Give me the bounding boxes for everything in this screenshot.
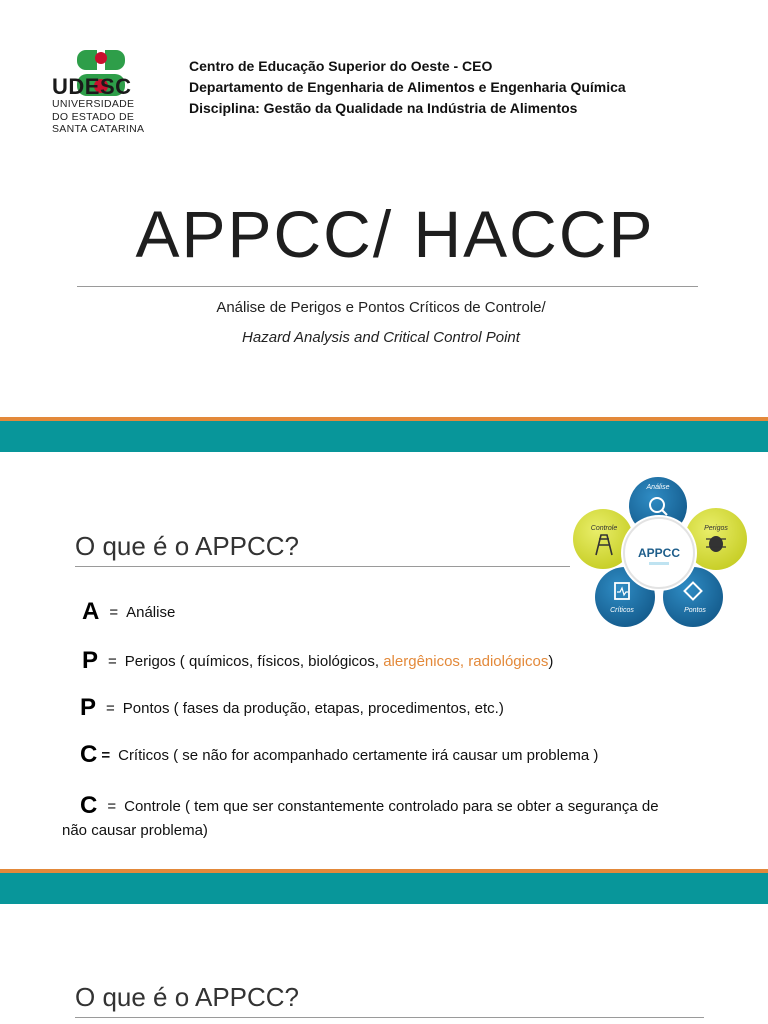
header-line-2: Departamento de Engenharia de Alimentos e Engenharia Química [189, 79, 626, 95]
section-title: O que é o APPCC? [75, 531, 300, 561]
definition-p-perigos: P = Perigos ( químicos, físicos, biológicos, alergênicos, radiológicos) [82, 647, 554, 674]
band-teal [0, 873, 768, 904]
section-divider [75, 1017, 704, 1018]
svg-text:Perigos: Perigos [704, 525, 728, 532]
diagram-center-label: APPCC [637, 546, 681, 560]
udesc-logo-text [52, 76, 162, 136]
definition-c-controle-wrap: não causar problema) [62, 822, 208, 839]
logo-line-2: DO ESTADO DE [52, 110, 135, 123]
appcc-diagram [570, 473, 750, 629]
slide-subtitle-english: Hazard Analysis and Critical Control Point [242, 329, 520, 346]
definition-text: Perigos ( químicos, físicos, biológicos, [124, 653, 384, 670]
definition-letter: P [80, 694, 97, 721]
section-divider [75, 566, 570, 567]
definition-text: Controle ( tem que ser constantemente controlado para se obter a segurança de [124, 798, 659, 815]
title-divider [77, 286, 698, 287]
definition-text: Análise [126, 604, 176, 621]
definition-text: Pontos ( fases da produção, etapas, procedimentos, etc.) [122, 700, 504, 717]
band-teal [0, 421, 768, 452]
definition-letter: P [82, 647, 99, 674]
definition-accent-text: alergênicos, radiológicos [383, 653, 549, 670]
logo-brand: UDESC [52, 74, 132, 99]
slide-subtitle: Análise de Perigos e Pontos Críticos de Controle/ [216, 299, 546, 316]
logo-line-1: UNIVERSIDADE [52, 98, 135, 110]
definition-letter: C [80, 792, 98, 819]
definition-a: A = Análise [82, 598, 176, 625]
definition-letter: C [80, 741, 98, 768]
logo-line-3: SANTA CATARINA [52, 123, 145, 135]
definition-p-pontos: P = Pontos ( fases da produção, etapas, procedimentos, etc.) [80, 694, 504, 721]
svg-text:Críticos: Críticos [610, 607, 634, 614]
slide-title: APPCC/ HACCP [135, 197, 655, 271]
definition-text: Críticos ( se não for acompanhado certamente irá causar um problema ) [118, 747, 599, 764]
svg-text:Controle: Controle [590, 525, 618, 532]
header-line-1: Centro de Educação Superior do Oeste - CEO [189, 58, 493, 74]
svg-text:Pontos: Pontos [684, 607, 706, 614]
svg-text:Análise: Análise [646, 484, 670, 491]
definition-letter: A [82, 598, 100, 625]
section-title: O que é o APPCC? [75, 982, 300, 1012]
diagram-center [621, 515, 697, 591]
header-institution [189, 56, 626, 119]
definition-c-controle: C = Controle ( tem que ser constantemente controlado para se obter a segurança de [80, 792, 659, 819]
definition-c-criticos: C = Críticos ( se não for acompanhado certamente irá causar um problema ) [80, 741, 599, 768]
header-line-3: Disciplina: Gestão da Qualidade na Indústria de Alimentos [189, 100, 578, 116]
